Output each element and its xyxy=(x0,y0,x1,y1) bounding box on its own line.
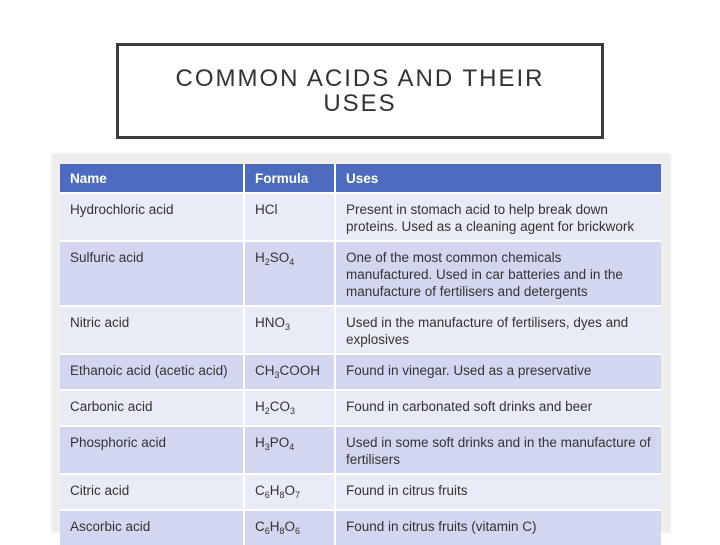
formula-subscript: 6 xyxy=(295,526,301,536)
acid-name-cell: Carbonic acid xyxy=(60,389,245,425)
formula-element: SO xyxy=(269,250,290,265)
formula-subscript: 3 xyxy=(274,370,280,380)
formula-element: H xyxy=(255,250,265,265)
formula-cell xyxy=(245,192,336,240)
formula-cell xyxy=(245,305,336,353)
title-box xyxy=(116,43,604,139)
formula-element: H xyxy=(255,435,265,450)
formula-cell xyxy=(245,240,336,305)
table-image xyxy=(52,154,670,536)
formula-subscript: 6 xyxy=(264,490,270,500)
formula-subscript: 6 xyxy=(264,526,270,536)
formula-element: C xyxy=(255,483,265,498)
formula-element: C xyxy=(255,519,265,534)
formula-subscript: 3 xyxy=(290,406,296,416)
table-row xyxy=(60,305,661,353)
formula-element: CH xyxy=(255,363,275,378)
acids-table xyxy=(60,164,661,545)
formula-element: COOH xyxy=(279,363,321,378)
uses-cell: Used in some soft drinks and in the manufacture of fertilisers xyxy=(336,425,661,473)
formula-cell xyxy=(245,353,336,389)
slide-title: COMMON ACIDS AND THEIR USES xyxy=(175,65,545,117)
acid-name-cell: Citric acid xyxy=(60,473,245,509)
acid-name-cell: Ascorbic acid xyxy=(60,509,245,545)
acid-name-cell: Ethanoic acid (acetic acid) xyxy=(60,353,245,389)
formula-subscript: 4 xyxy=(289,442,295,452)
uses-cell: Present in stomach acid to help break down proteins. Used as a cleaning agent for brickwork xyxy=(336,192,661,240)
acid-name-cell: Sulfuric acid xyxy=(60,240,245,305)
formula-element: H xyxy=(269,519,280,534)
formula-subscript: 4 xyxy=(289,257,295,267)
table-row xyxy=(60,353,661,389)
uses-cell: Found in citrus fruits xyxy=(336,473,661,509)
formula-element: O xyxy=(284,483,296,498)
formula-subscript: 3 xyxy=(285,322,291,332)
table-row xyxy=(60,473,661,509)
formula-element: PO xyxy=(269,435,290,450)
formula-subscript: 8 xyxy=(279,490,285,500)
table-header-row xyxy=(60,164,661,192)
formula-element: H xyxy=(255,399,265,414)
acid-name-cell: Phosphoric acid xyxy=(60,425,245,473)
formula-element: CO xyxy=(269,399,291,414)
header-uses: Uses xyxy=(336,164,661,192)
formula-element: O xyxy=(284,519,296,534)
formula-subscript: 3 xyxy=(264,442,270,452)
header-formula: Formula xyxy=(245,164,336,192)
formula-element: HNO xyxy=(255,315,285,330)
formula-element: HCl xyxy=(255,202,278,217)
table-row xyxy=(60,192,661,240)
table-row xyxy=(60,240,661,305)
formula-element: H xyxy=(269,483,280,498)
formula-subscript: 8 xyxy=(279,526,285,536)
uses-cell: Found in vinegar. Used as a preservative xyxy=(336,353,661,389)
formula-subscript: 2 xyxy=(264,406,270,416)
formula-cell xyxy=(245,425,336,473)
uses-cell: Used in the manufacture of fertilisers, dyes and explosives xyxy=(336,305,661,353)
table-row xyxy=(60,389,661,425)
acid-name-cell: Hydrochloric acid xyxy=(60,192,245,240)
table-row xyxy=(60,425,661,473)
formula-cell xyxy=(245,473,336,509)
uses-cell: One of the most common chemicals manufactured. Used in car batteries and in the manufacture of fertilisers and detergents xyxy=(336,240,661,305)
uses-cell: Found in citrus fruits (vitamin C) xyxy=(336,509,661,545)
formula-cell xyxy=(245,389,336,425)
uses-cell: Found in carbonated soft drinks and beer xyxy=(336,389,661,425)
formula-subscript: 2 xyxy=(264,257,270,267)
header-name: Name xyxy=(60,164,245,192)
formula-subscript: 7 xyxy=(295,490,301,500)
acid-name-cell: Nitric acid xyxy=(60,305,245,353)
